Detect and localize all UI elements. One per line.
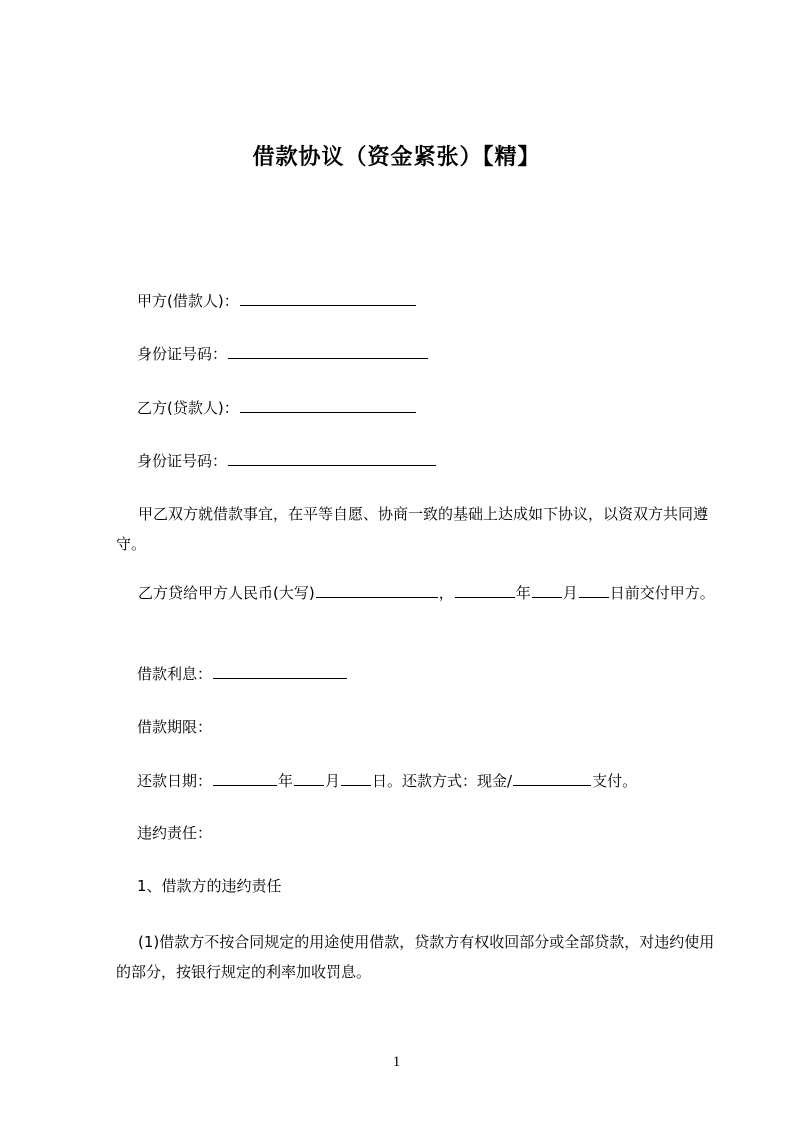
page-number: 1 xyxy=(392,1054,401,1070)
repay-method-blank[interactable] xyxy=(513,767,591,786)
deliver-year-blank[interactable] xyxy=(455,579,515,598)
interest-label: 借款利息： xyxy=(137,665,213,683)
liability-heading: 违约责任： xyxy=(137,824,213,842)
interest-blank[interactable] xyxy=(213,660,347,679)
loan-amount-paragraph xyxy=(116,578,716,608)
repay-year-blank[interactable] xyxy=(213,767,277,786)
loan-comma: ， xyxy=(438,584,454,602)
id-b-label: 身份证号码： xyxy=(137,452,228,470)
id-a-line xyxy=(137,340,429,368)
id-b-line xyxy=(137,447,437,475)
party-a-line xyxy=(137,287,417,315)
deliver-day-label: 日前交付甲方。 xyxy=(609,584,715,602)
party-b-label: 乙方(贷款人)： xyxy=(137,399,239,417)
repay-month-label: 月 xyxy=(325,772,341,790)
repay-date-label: 还款日期： xyxy=(137,772,213,790)
term-line xyxy=(137,713,212,741)
party-a-label: 甲方(借款人)： xyxy=(137,292,239,310)
repay-line xyxy=(137,767,637,795)
deliver-month-blank[interactable] xyxy=(532,579,562,598)
repay-day-blank[interactable] xyxy=(341,767,371,786)
repay-day-method-label: 日。还款方式：现金/ xyxy=(372,772,513,790)
deliver-day-blank[interactable] xyxy=(579,579,609,598)
party-b-blank[interactable] xyxy=(240,394,416,413)
id-a-label: 身份证号码： xyxy=(137,345,228,363)
party-a-blank[interactable] xyxy=(240,287,416,306)
intro-paragraph: 甲乙双方就借款事宜，在平等自愿、协商一致的基础上达成如下协议，以资双方共同遵守。 xyxy=(116,505,709,553)
deliver-year-label: 年 xyxy=(515,584,531,602)
loan-amount-label: 乙方贷给甲方人民币(大写) xyxy=(138,584,315,602)
loan-amount-blank[interactable] xyxy=(316,579,438,598)
interest-line xyxy=(137,660,348,688)
repay-year-label: 年 xyxy=(278,772,294,790)
liability-item-1-1: (1)借款方不按合同规定的用途使用借款，贷款方有权收回部分或全部贷款，对违约使用的部分，按银行规定的利率加收罚息。 xyxy=(116,933,715,981)
term-label: 借款期限： xyxy=(137,718,213,736)
id-a-blank[interactable] xyxy=(228,340,428,359)
liability-item-1: 1、借款方的违约责任 xyxy=(137,877,282,895)
pay-label: 支付。 xyxy=(592,772,638,790)
party-b-line xyxy=(137,394,417,422)
deliver-month-label: 月 xyxy=(562,584,578,602)
id-b-blank[interactable] xyxy=(228,447,436,466)
document-title: 借款协议（资金紧张）【精】 xyxy=(252,145,541,170)
repay-month-blank[interactable] xyxy=(294,767,324,786)
